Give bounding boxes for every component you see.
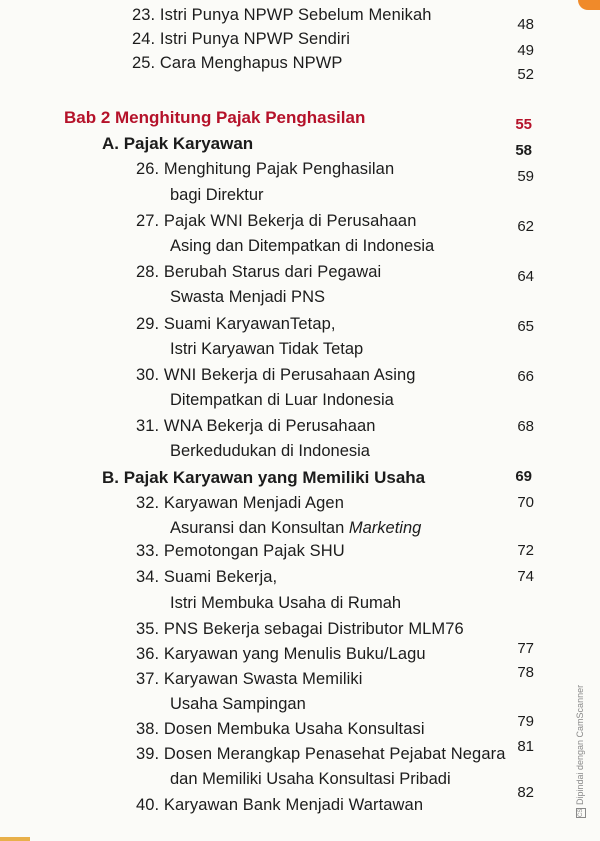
- toc-entry-28: 28. Berubah Starus dari Pegawai: [136, 263, 382, 281]
- toc-page-29: 65: [517, 318, 534, 335]
- toc-page-38: 79: [517, 713, 534, 730]
- toc-entry-38: 38. Dosen Membuka Usaha Konsultasi: [136, 720, 425, 738]
- toc-entry-27-cont: Asing dan Ditempatkan di Indonesia: [170, 237, 435, 255]
- toc-page-23: 48: [517, 16, 534, 33]
- toc-page-25: 52: [517, 66, 534, 83]
- toc-entry-32-cont-italic: Marketing: [348, 519, 422, 537]
- toc-entry-40: 40. Karyawan Bank Menjadi Wartawan: [136, 796, 424, 814]
- toc-entry-34: 34. Suami Bekerja,: [136, 568, 278, 586]
- toc-page-37: 78: [517, 664, 534, 681]
- toc-entry-26-cont: bagi Direktur: [170, 186, 264, 204]
- toc-entry-25: 25. Cara Menghapus NPWP: [132, 54, 343, 72]
- toc-page-33: 72: [517, 542, 534, 559]
- toc-entry-33: 33. Pemotongan Pajak SHU: [136, 542, 345, 560]
- section-b-page: 69: [515, 468, 532, 485]
- toc-page-32: 70: [517, 494, 534, 511]
- toc-entry-24: 24. Istri Punya NPWP Sendiri: [132, 30, 351, 48]
- toc-entry-23: 23. Istri Punya NPWP Sebelum Menikah: [132, 6, 432, 24]
- page-bottom-decoration: [0, 837, 30, 841]
- toc-entry-30: 30. WNI Bekerja di Perusahaan Asing: [136, 366, 416, 384]
- section-b-heading: B. Pajak Karyawan yang Memiliki Usaha: [102, 468, 426, 487]
- toc-entry-32-cont-text: Asuransi dan Konsultan: [170, 519, 349, 537]
- toc-page-27: 62: [517, 218, 534, 235]
- toc-entry-34-cont: Istri Membuka Usaha di Rumah: [170, 594, 402, 612]
- toc-entry-37-cont: Usaha Sampingan: [170, 695, 306, 713]
- toc-entry-39-cont: dan Memiliki Usaha Konsultasi Pribadi: [170, 770, 451, 788]
- page-corner-decoration: [578, 0, 600, 10]
- chapter-heading: Bab 2 Menghitung Pajak Penghasilan: [64, 108, 366, 127]
- toc-page-24: 49: [517, 42, 534, 59]
- toc-entry-37: 37. Karyawan Swasta Memiliki: [136, 670, 363, 688]
- toc-entry-29-cont: Istri Karyawan Tidak Tetap: [170, 340, 364, 358]
- toc-page-40: 82: [517, 784, 534, 801]
- toc-entry-27: 27. Pajak WNI Bekerja di Perusahaan: [136, 212, 417, 230]
- toc-entry-26: 26. Menghitung Pajak Penghasilan: [136, 160, 395, 178]
- toc-entry-39: 39. Dosen Merangkap Penasehat Pejabat Negara: [136, 745, 506, 763]
- toc-page-30: 66: [517, 368, 534, 385]
- toc-entry-32: 32. Karyawan Menjadi Agen: [136, 494, 344, 512]
- toc-entry-35: 35. PNS Bekerja sebagai Distributor MLM76: [136, 620, 464, 638]
- toc-page-31: 68: [517, 418, 534, 435]
- toc-page-36: 77: [517, 640, 534, 657]
- toc-entry-31-cont: Berkedudukan di Indonesia: [170, 442, 370, 460]
- chapter-page: 55: [515, 116, 532, 133]
- section-a-page: 58: [515, 142, 532, 159]
- scanner-watermark-text: Dipindai dengan CamScanner: [575, 684, 585, 805]
- toc-page-28: 64: [517, 268, 534, 285]
- toc-entry-31: 31. WNA Bekerja di Perusahaan: [136, 417, 376, 435]
- section-a-heading: A. Pajak Karyawan: [102, 134, 254, 153]
- toc-entry-29: 29. Suami KaryawanTetap,: [136, 315, 336, 333]
- toc-entry-36: 36. Karyawan yang Menulis Buku/Lagu: [136, 645, 426, 663]
- toc-page-26: 59: [517, 168, 534, 185]
- toc-page-34: 74: [517, 568, 534, 585]
- toc-page-39: 81: [517, 738, 534, 755]
- scanner-watermark: [575, 685, 586, 818]
- camscanner-icon: CS: [577, 808, 584, 817]
- toc-entry-32-cont: [170, 519, 421, 538]
- toc-entry-28-cont: Swasta Menjadi PNS: [170, 288, 325, 306]
- toc-entry-30-cont: Ditempatkan di Luar Indonesia: [170, 391, 394, 409]
